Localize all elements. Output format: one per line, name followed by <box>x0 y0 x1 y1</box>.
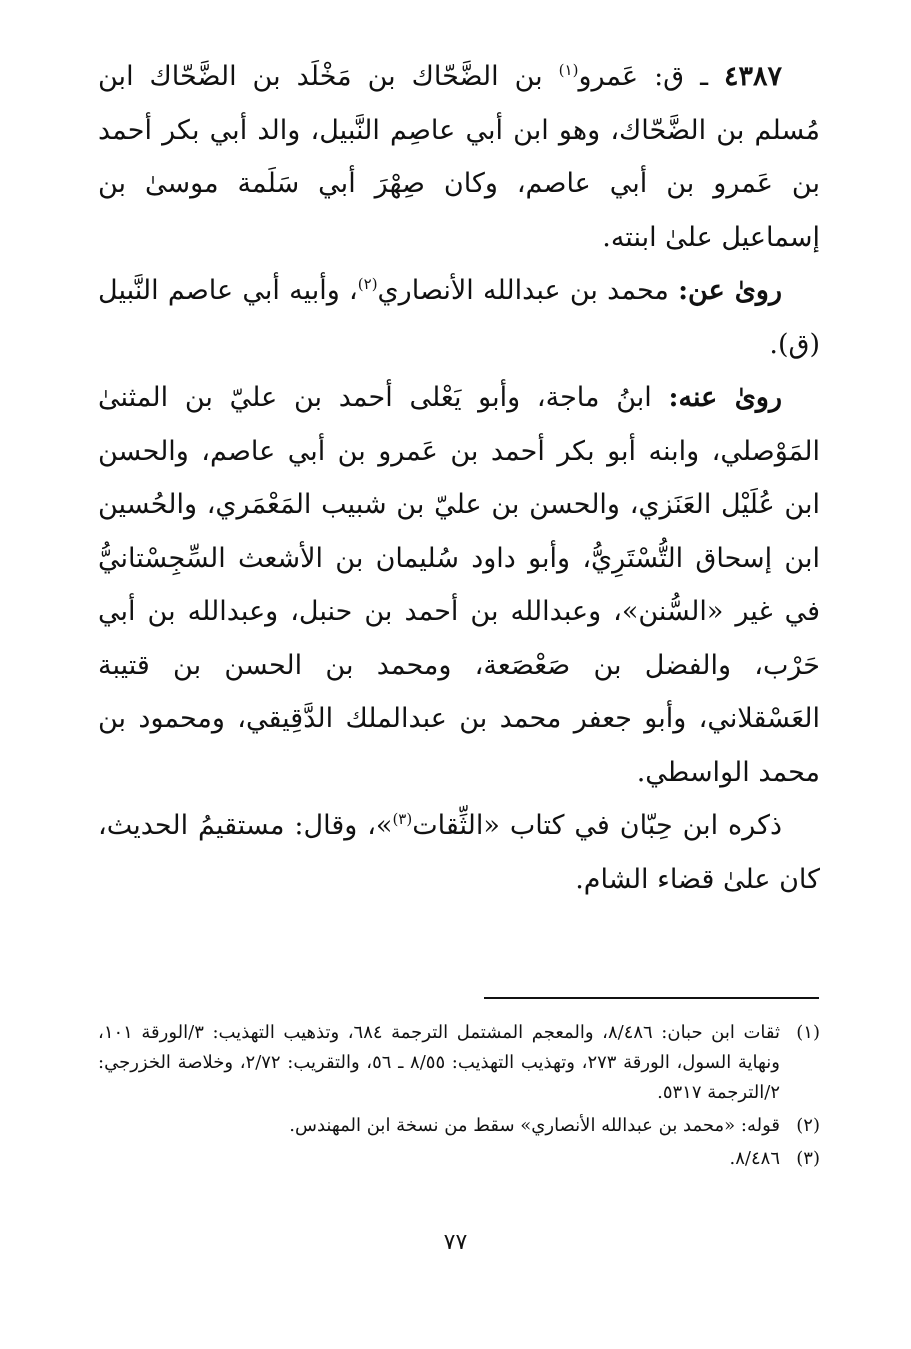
thiqat-paragraph <box>98 799 820 906</box>
rawa-an-text-a: محمد بن عبدالله الأنصاري <box>377 275 679 306</box>
main-text <box>98 50 820 906</box>
entry-lineage: بن الضَّحّاك بن مَخْلَد بن الضَّحّاك ابن مُسلم بن الضَّحّاك، وهو ابن أبي عاصِم النَّبيل، والد أبي بكر أحمد بن عَمرو بن أبي عاصم، وكان صِهْرَ أبي سَلَمة موسىٰ بن إسماعيل علىٰ ابنته. <box>98 61 820 253</box>
rawa-anhu-text: ابنُ ماجة، وأبو يَعْلى أحمد بن عليّ بن المثنىٰ المَوْصلي، وابنه أبو بكر أحمد بن عَمرو بن أبي عاصم، والحسن ابن عُلَيْل العَنَزي، والحسن بن عليّ بن شبيب المَعْمَري، والحُسين ابن إسحاق التُّسْتَرِيُّ، وأبو داود سُليمان بن الأشعث السِّجِسْتانيُّ في غير «السُّنن»، وعبدالله بن أحمد بن حنبل، وعبدالله بن أبي حَرْب، والفضل بن صَعْصَعة، ومحمد بن الحسن بن قتيبة العَسْقلاني، وأبو جعفر محمد بن عبدالملك الدَّقِيقي، ومحمود بن محمد الواسطي. <box>98 382 820 788</box>
entry-number: ٤٣٨٧ <box>723 61 782 92</box>
footnote-ref-3[interactable]: (٣) <box>392 810 413 828</box>
entry-paragraph <box>98 50 820 264</box>
rawa-an-text-b: ، وأبيه أبي عاصم النَّبيل (ق). <box>98 275 820 360</box>
footnote-ref-2[interactable]: (٢) <box>357 275 378 293</box>
rawa-an-label: روىٰ عن: <box>678 275 783 306</box>
entry-name: عَمرو <box>578 61 639 92</box>
footnote-ref-1[interactable]: (١) <box>558 61 579 79</box>
thiqat-text-a: ذكره ابن حِبّان في كتاب «الثِّقات <box>412 810 782 841</box>
footnote-text: قوله: «محمد بن عبدالله الأنصاري» سقط من نسخة ابن المهندس. <box>289 1115 780 1136</box>
page-number: ٧٧ <box>443 1230 468 1255</box>
footnote-2 <box>98 1111 820 1141</box>
footnote-text: ثقات ابن حبان: ٨/٤٨٦، والمعجم المشتمل الترجمة ٦٨٤، وتذهيب التهذيب: ٣/الورقة ١٠١، ونهاية السول، الورقة ٢٧٣، وتهذيب التهذيب: ٨/٥٥ ـ ٥٦، والتقريب: ٢/٧٢، وخلاصة الخزرجي: ٢/الترجمة ٥٣١٧. <box>98 1022 781 1103</box>
footnote-text: ٨/٤٨٦. <box>729 1148 780 1169</box>
rawa-an-paragraph <box>98 264 820 371</box>
footnote-3 <box>98 1144 820 1174</box>
footnote-number: (٣) <box>796 1148 820 1169</box>
footnote-number: (٢) <box>796 1115 820 1136</box>
footnote-separator <box>484 997 819 999</box>
footnote-1 <box>98 1018 820 1108</box>
thiqat-text-b: »، وقال: مستقيمُ الحديث، كان علىٰ قضاء الشام. <box>98 810 820 895</box>
rawa-anhu-label: روىٰ عنه: <box>668 382 782 413</box>
footnote-number: (١) <box>796 1022 820 1043</box>
rawa-anhu-paragraph <box>98 371 820 799</box>
footnotes <box>98 1018 820 1177</box>
entry-symbol: ـ ق: <box>638 61 724 92</box>
